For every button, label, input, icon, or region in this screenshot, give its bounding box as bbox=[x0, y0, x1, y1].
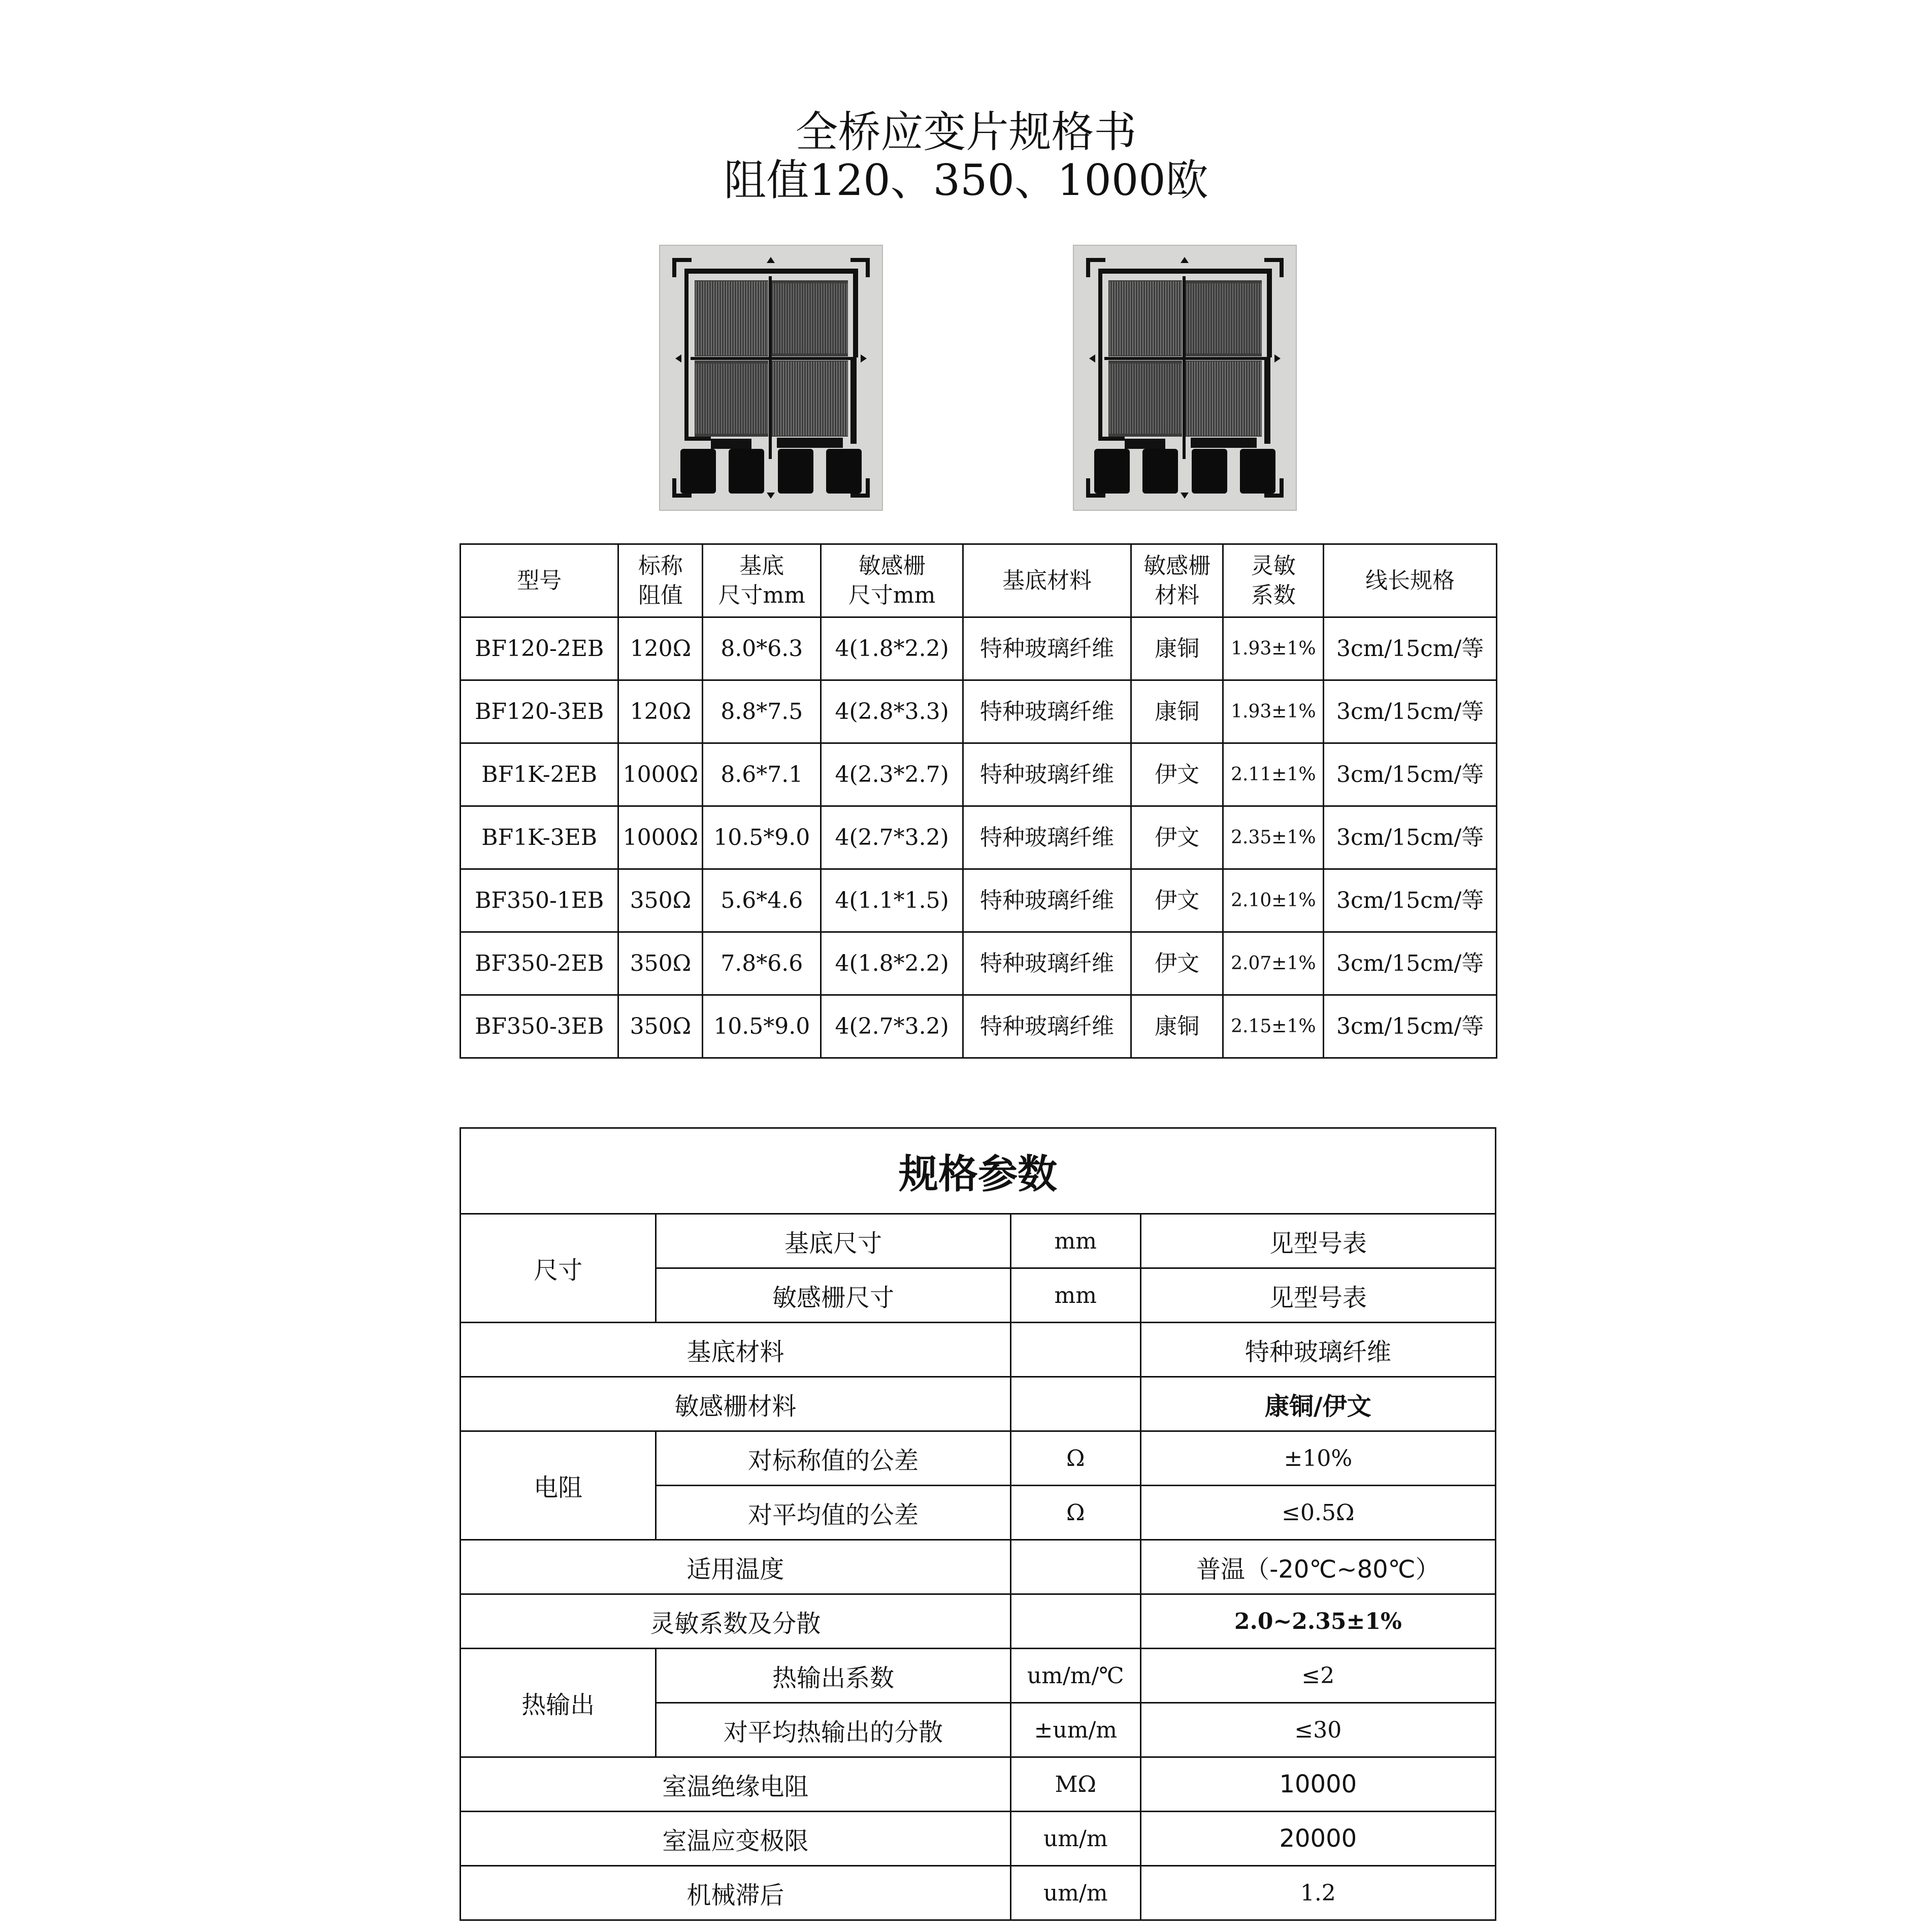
cell-grid-material: 康铜 bbox=[1131, 617, 1223, 680]
model-table-row bbox=[461, 995, 1497, 1058]
model-table-row bbox=[461, 932, 1497, 995]
spec-value: ±10% bbox=[1140, 1431, 1495, 1486]
spec-value: 20000 bbox=[1140, 1812, 1495, 1866]
model-table-row bbox=[461, 680, 1497, 743]
cell-grid-size: 4(1.8*2.2) bbox=[821, 932, 963, 995]
cell-grid-size: 4(1.1*1.5) bbox=[821, 869, 963, 932]
cell-wire-length: 3cm/15cm/等 bbox=[1324, 995, 1497, 1058]
cell-wire-length: 3cm/15cm/等 bbox=[1324, 617, 1497, 680]
cell-nominal-resistance: 350Ω bbox=[618, 869, 703, 932]
cell-gauge-factor: 2.10±1% bbox=[1223, 869, 1324, 932]
cell-gauge-factor: 2.07±1% bbox=[1223, 932, 1324, 995]
spec-value: 普温（-20℃~80℃） bbox=[1140, 1540, 1495, 1594]
cell-wire-length: 3cm/15cm/等 bbox=[1324, 743, 1497, 806]
spec-unit: Ω bbox=[1010, 1486, 1140, 1540]
spec-label: 基底材料 bbox=[461, 1323, 1011, 1377]
spec-unit bbox=[1010, 1323, 1140, 1377]
cell-grid-material: 伊文 bbox=[1131, 806, 1223, 869]
cell-base-size: 5.6*4.6 bbox=[703, 869, 821, 932]
spec-unit: um/m/℃ bbox=[1010, 1649, 1140, 1703]
cell-base-material: 特种玻璃纤维 bbox=[963, 932, 1131, 995]
cell-base-material: 特种玻璃纤维 bbox=[963, 995, 1131, 1058]
model-table bbox=[460, 543, 1497, 1059]
spec-label: 对平均热输出的分散 bbox=[656, 1703, 1011, 1757]
header-gauge-factor: 灵敏 系数 bbox=[1223, 544, 1324, 617]
cell-model: BF120-2EB bbox=[461, 617, 618, 680]
strain-gauge-image-left bbox=[659, 245, 883, 511]
spec-unit: MΩ bbox=[1010, 1757, 1140, 1812]
cell-model: BF350-1EB bbox=[461, 869, 618, 932]
spec-group-resistance: 电阻 bbox=[461, 1431, 656, 1540]
cell-model: BF120-3EB bbox=[461, 680, 618, 743]
spec-label: 基底尺寸 bbox=[656, 1214, 1011, 1268]
spec-unit bbox=[1010, 1377, 1140, 1431]
cell-wire-length: 3cm/15cm/等 bbox=[1324, 869, 1497, 932]
cell-grid-material: 伊文 bbox=[1131, 869, 1223, 932]
spec-unit bbox=[1010, 1540, 1140, 1594]
spec-value: 2.0~2.35±1% bbox=[1140, 1594, 1495, 1649]
spec-group-thermal-output: 热输出 bbox=[461, 1649, 656, 1757]
spec-label: 机械滞后 bbox=[461, 1866, 1011, 1920]
cell-base-size: 7.8*6.6 bbox=[703, 932, 821, 995]
cell-base-size: 8.6*7.1 bbox=[703, 743, 821, 806]
header-grid-material: 敏感栅 材料 bbox=[1131, 544, 1223, 617]
spec-label: 敏感栅材料 bbox=[461, 1377, 1011, 1431]
spec-value: ≤30 bbox=[1140, 1703, 1495, 1757]
spec-unit: mm bbox=[1010, 1268, 1140, 1323]
spec-label: 室温应变极限 bbox=[461, 1812, 1011, 1866]
cell-grid-material: 伊文 bbox=[1131, 932, 1223, 995]
cell-wire-length: 3cm/15cm/等 bbox=[1324, 806, 1497, 869]
cell-wire-length: 3cm/15cm/等 bbox=[1324, 680, 1497, 743]
model-table-row bbox=[461, 617, 1497, 680]
cell-model: BF350-2EB bbox=[461, 932, 618, 995]
cell-base-size: 10.5*9.0 bbox=[703, 806, 821, 869]
spec-group-size: 尺寸 bbox=[461, 1214, 656, 1323]
header-base-size: 基底 尺寸mm bbox=[703, 544, 821, 617]
cell-gauge-factor: 2.15±1% bbox=[1223, 995, 1324, 1058]
cell-nominal-resistance: 350Ω bbox=[618, 932, 703, 995]
cell-grid-size: 4(2.8*3.3) bbox=[821, 680, 963, 743]
cell-base-size: 8.0*6.3 bbox=[703, 617, 821, 680]
header-model: 型号 bbox=[461, 544, 618, 617]
model-table-row bbox=[461, 869, 1497, 932]
cell-gauge-factor: 1.93±1% bbox=[1223, 617, 1324, 680]
cell-grid-material: 康铜 bbox=[1131, 995, 1223, 1058]
spec-value: 见型号表 bbox=[1140, 1268, 1495, 1323]
cell-model: BF1K-3EB bbox=[461, 806, 618, 869]
spec-value: 见型号表 bbox=[1140, 1214, 1495, 1268]
header-grid-size: 敏感栅 尺寸mm bbox=[821, 544, 963, 617]
cell-wire-length: 3cm/15cm/等 bbox=[1324, 932, 1497, 995]
spec-value: ≤0.5Ω bbox=[1140, 1486, 1495, 1540]
header-nominal-resistance: 标称 阻值 bbox=[618, 544, 703, 617]
spec-value: ≤2 bbox=[1140, 1649, 1495, 1703]
model-table-row bbox=[461, 806, 1497, 869]
spec-unit: Ω bbox=[1010, 1431, 1140, 1486]
spec-unit: um/m bbox=[1010, 1812, 1140, 1866]
spec-unit bbox=[1010, 1594, 1140, 1649]
cell-base-material: 特种玻璃纤维 bbox=[963, 680, 1131, 743]
cell-base-material: 特种玻璃纤维 bbox=[963, 743, 1131, 806]
cell-grid-material: 康铜 bbox=[1131, 680, 1223, 743]
cell-model: BF1K-2EB bbox=[461, 743, 618, 806]
cell-base-size: 8.8*7.5 bbox=[703, 680, 821, 743]
model-table-header-row bbox=[461, 544, 1497, 617]
page-title: 全桥应变片规格书 bbox=[795, 107, 1137, 157]
header-wire-length: 线长规格 bbox=[1324, 544, 1497, 617]
cell-nominal-resistance: 120Ω bbox=[618, 680, 703, 743]
cell-grid-size: 4(2.3*2.7) bbox=[821, 743, 963, 806]
strain-gauge-graphic bbox=[1074, 246, 1296, 510]
model-table-row bbox=[461, 743, 1497, 806]
spec-label: 对标称值的公差 bbox=[656, 1431, 1011, 1486]
cell-base-material: 特种玻璃纤维 bbox=[963, 806, 1131, 869]
spec-value: 康铜/伊文 bbox=[1140, 1377, 1495, 1431]
cell-nominal-resistance: 1000Ω bbox=[618, 743, 703, 806]
cell-grid-size: 4(2.7*3.2) bbox=[821, 806, 963, 869]
spec-value: 10000 bbox=[1140, 1757, 1495, 1812]
cell-model: BF350-3EB bbox=[461, 995, 618, 1058]
spec-unit: ±um/m bbox=[1010, 1703, 1140, 1757]
cell-gauge-factor: 2.11±1% bbox=[1223, 743, 1324, 806]
cell-base-size: 10.5*9.0 bbox=[703, 995, 821, 1058]
spec-label: 热输出系数 bbox=[656, 1649, 1011, 1703]
strain-gauge-image-right bbox=[1073, 245, 1297, 511]
cell-grid-size: 4(2.7*3.2) bbox=[821, 995, 963, 1058]
spec-label: 对平均值的公差 bbox=[656, 1486, 1011, 1540]
spec-value: 特种玻璃纤维 bbox=[1140, 1323, 1495, 1377]
spec-unit: um/m bbox=[1010, 1866, 1140, 1920]
spec-table bbox=[460, 1127, 1496, 1921]
strain-gauge-graphic bbox=[660, 246, 882, 510]
spec-label: 灵敏系数及分散 bbox=[461, 1594, 1011, 1649]
header-base-material: 基底材料 bbox=[963, 544, 1131, 617]
page-subtitle: 阻值120、350、1000欧 bbox=[724, 155, 1208, 205]
spec-label: 适用温度 bbox=[461, 1540, 1011, 1594]
spec-table-title: 规格参数 bbox=[461, 1128, 1496, 1214]
cell-gauge-factor: 1.93±1% bbox=[1223, 680, 1324, 743]
spec-value: 1.2 bbox=[1140, 1866, 1495, 1920]
spec-label: 室温绝缘电阻 bbox=[461, 1757, 1011, 1812]
cell-nominal-resistance: 120Ω bbox=[618, 617, 703, 680]
cell-base-material: 特种玻璃纤维 bbox=[963, 617, 1131, 680]
cell-grid-material: 伊文 bbox=[1131, 743, 1223, 806]
spec-unit: mm bbox=[1010, 1214, 1140, 1268]
cell-nominal-resistance: 1000Ω bbox=[618, 806, 703, 869]
cell-nominal-resistance: 350Ω bbox=[618, 995, 703, 1058]
cell-base-material: 特种玻璃纤维 bbox=[963, 869, 1131, 932]
cell-gauge-factor: 2.35±1% bbox=[1223, 806, 1324, 869]
spec-label: 敏感栅尺寸 bbox=[656, 1268, 1011, 1323]
cell-grid-size: 4(1.8*2.2) bbox=[821, 617, 963, 680]
